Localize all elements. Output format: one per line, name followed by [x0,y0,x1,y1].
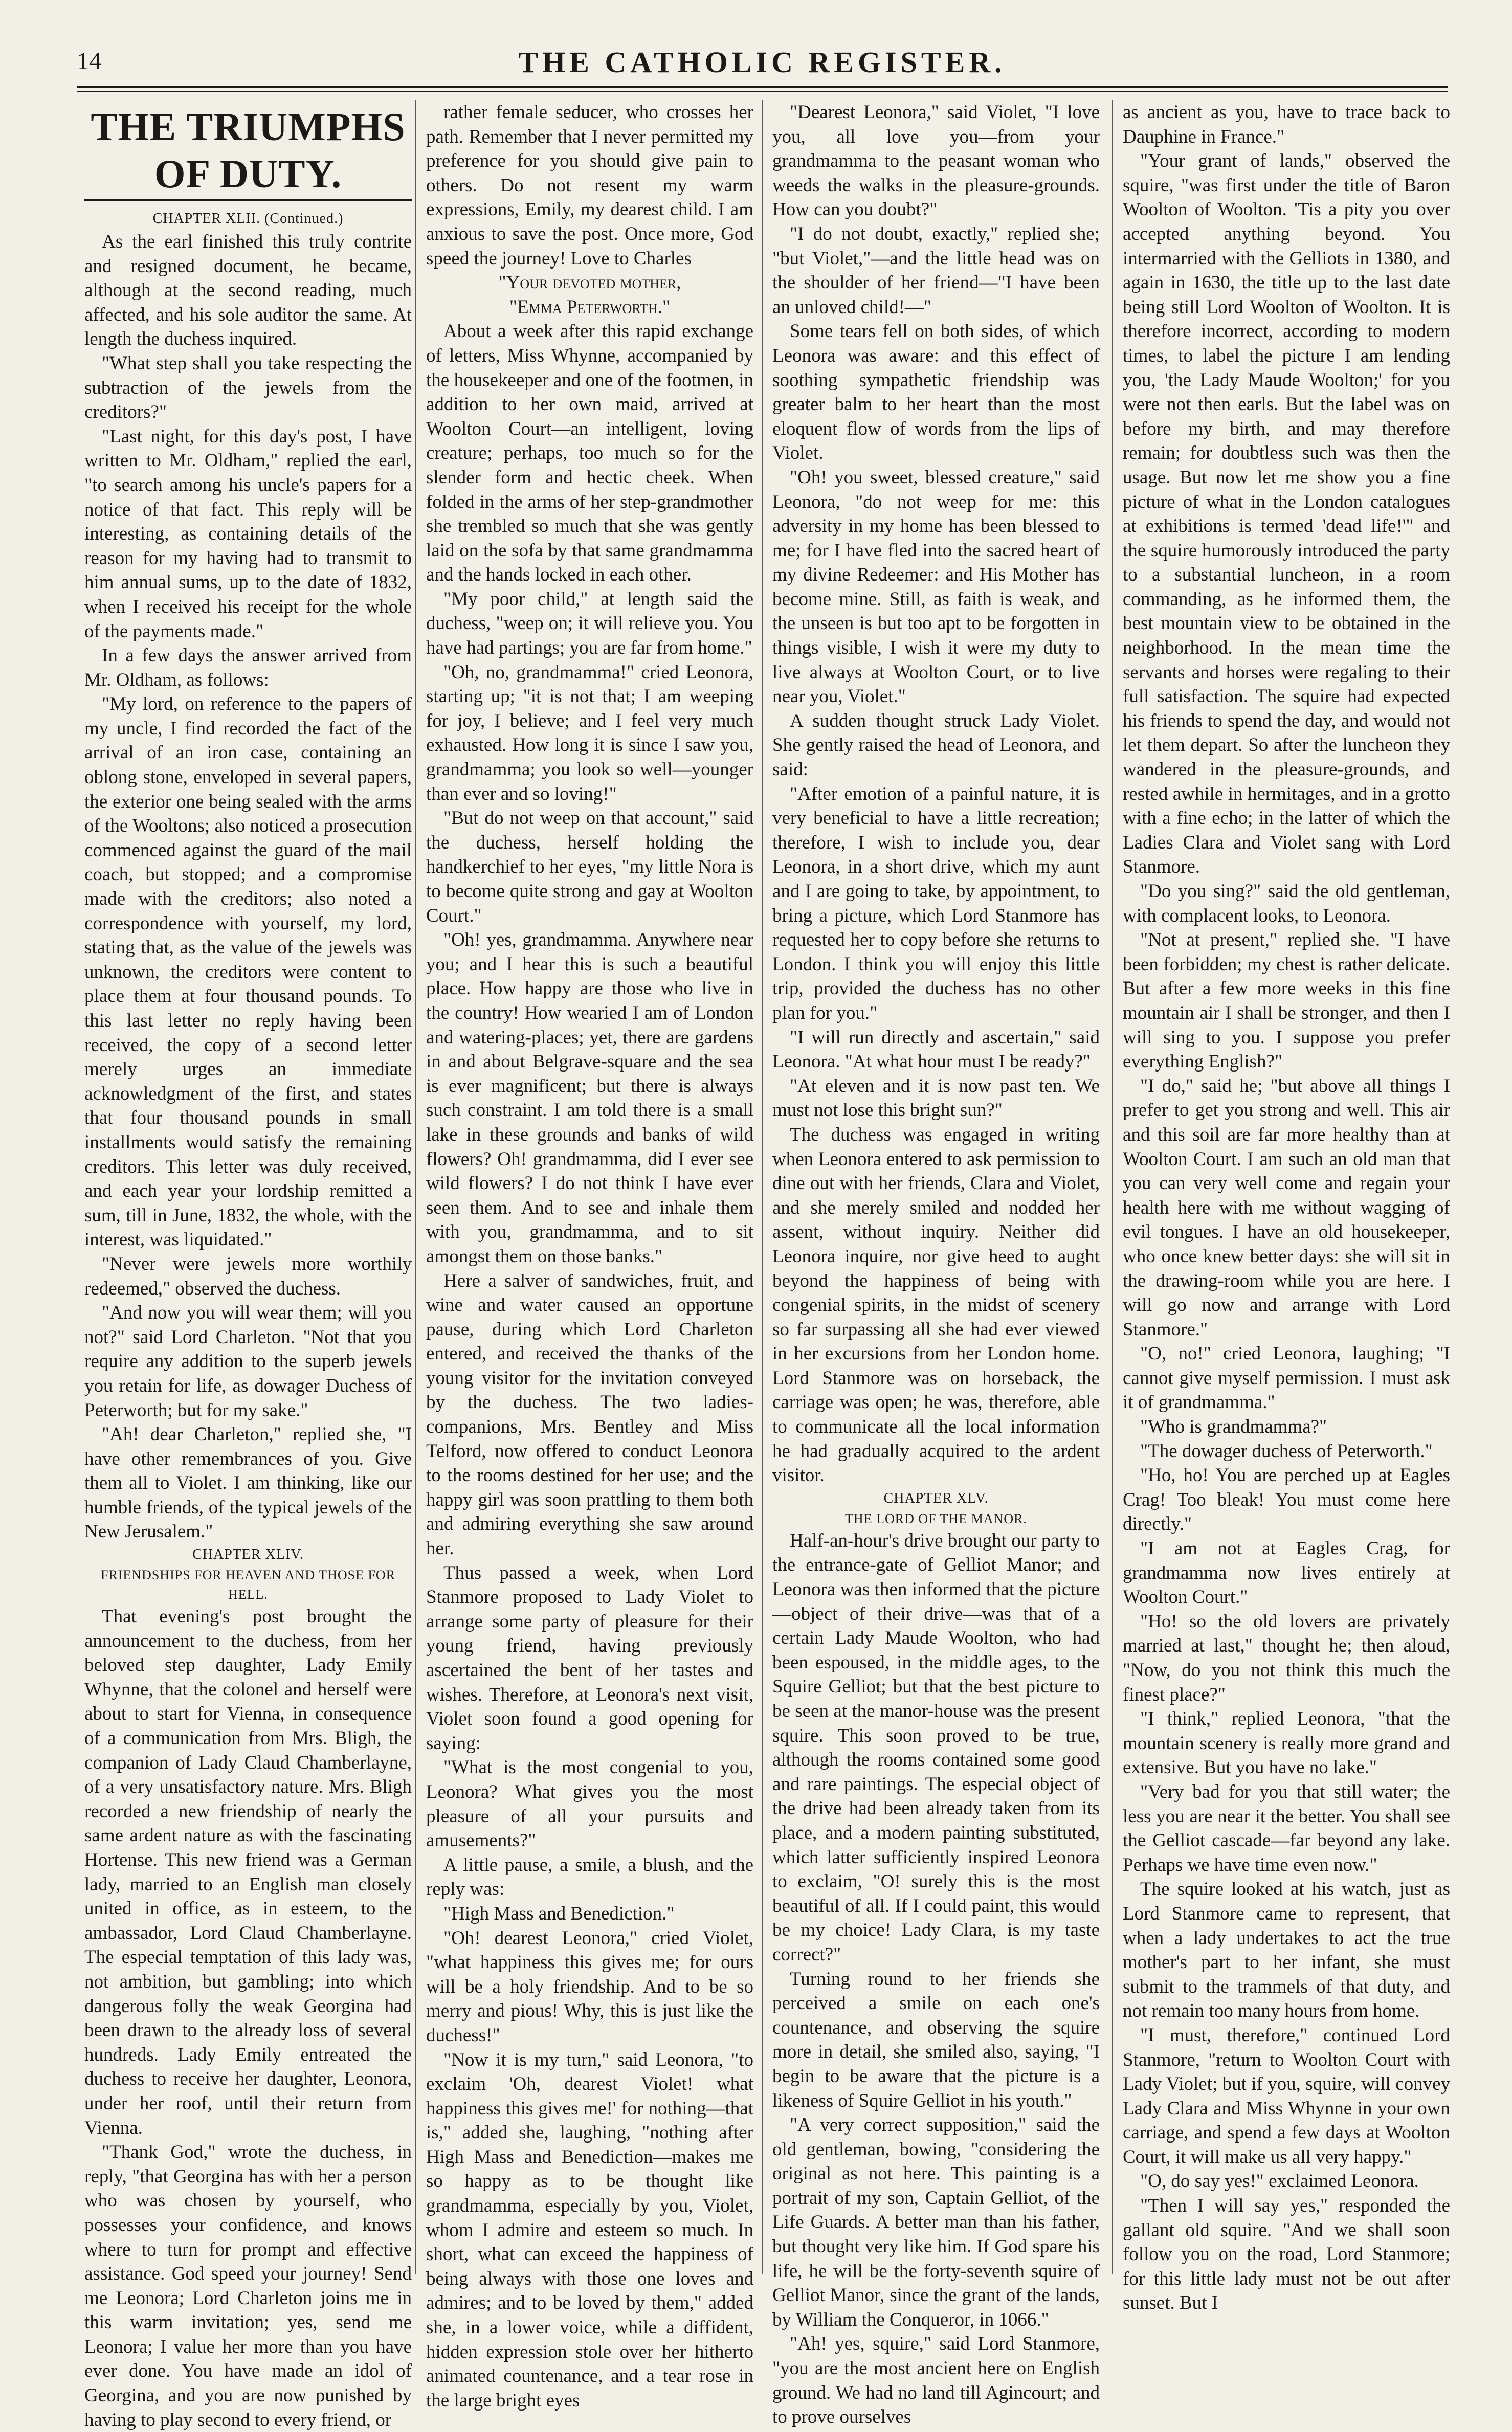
paragraph: "I do," said he; "but above all things I prefer to get you strong and well. This air and this soil are far more healthy than at Woolton Court. I am such an old man that you can very well come and regain your health here with me without wagging of evil tongues. I have an old housekeeper, who once knew better days: she will sit in the drawing-room while you are here. I will go now and arrange with Lord Stanmore." [1123,1075,1450,1340]
paragraph: "Oh! yes, grandmamma. Anywhere near you; and I hear this is such a beautiful place. How happy are those who live in the country! How wearied I am of London and watering-places; yet, there are gardens in and about Belgrave-square and the sea is ever magnificent; but there is always such constraint. I am told there is a small lake in these grounds and banks of wild flowers? Oh! grandmamma, did I ever see wild flowers? I do not think I have ever seen them. And to see and inhale them with you, grandmamma, and to sit amongst them on those banks." [426,929,753,1267]
chapter-subtitle: FRIENDSHIPS FOR HEAVEN AND THOSE FOR HELL. [100,1568,396,1602]
paragraph: A sudden thought struck Lady Violet. She gently raised the head of Leonora, and said: [772,710,1100,780]
paragraph: Here a salver of sandwiches, fruit, and wine and water caused an opportune pause, during which Lord Charleton entered, and received the thanks of the young visitor for the invitation conveyed by the duchess. The two ladies-companions, Mrs. Bentley and Miss Telford, now offered to conduct Leonora to the rooms destined for her use; and the happy girl was soon prattling to them both and admiring everything she saw around her. [426,1270,753,1559]
paragraph: "Your grant of lands," observed the squire, "was first under the title of Baron Woolton of Woolton. 'Tis a pity you over accepted anything beyond. You intermarried with the Gelliots in 1380, and again in 1630, the title up to the last date being still Lord Woolton of Woolton. It is therefore incorrect, according to modern times, to label the picture I am lending you, 'the Lady Maude Woolton;' for you were not then earls. But the label was on before my birth, and may therefore remain; for doubtless such was then the usage. But now let me show you a fine picture of what in the London catalogues at exhibitions is termed 'dead life!'" and the squire humorously introduced the party to a substantial luncheon, in a room commanding, as he informed them, the best mountain view to be obtained in the neighborhood. In the mean time the servants and horses were regaling to their full satisfaction. The squire had expected his friends to spend the day, and would not let them depart. So after the luncheon they wandered in the pleasure-grounds, and rested awhile in hermitages, and in a grotto with a fine echo; in the latter of which the Ladies Clara and Violet sang with Lord Stanmore. [1123,150,1450,878]
paragraph: "Oh! you sweet, blessed creature," said Leonora, "do not weep for me: this adversity in my home has been blessed to me; for I have fled into the sacred heart of my divine Redeemer: and His Mother has become mine. Still, as faith is weak, and the unseen is but too apt to be forgotten in things visible, I wish it were my duty to live always at Woolton Court, or to live near you, Violet." [772,466,1100,707]
paragraph: rather female seducer, who crosses her path. Remember that I never permitted my preference for you should give pain to others. Do not resent my warm expressions, Emily, my dearest child. I am anxious to save the post. Once more, God speed the journey! Love to Charles [426,102,753,269]
story-title: THE TRIUMPHS OF DUTY. [84,103,412,201]
column-1 [84,100,412,2430]
paragraph: "Never were jewels more worthily redeemed," observed the duchess. [84,1253,412,1299]
paragraph: About a week after this rapid exchange of letters, Miss Whynne, accompanied by the housekeeper and one of the footmen, in addition to her own maid, arrived at Woolton Court—an intelligent, loving creature; perhaps, too much so for the slender form and hectic cheek. When folded in the arms of her step-grandmother she trembled so much that she was gently laid on the sofa by that same grandmamma and the hands locked in each other. [426,321,753,586]
letter-closing: "Your devoted mother, [498,272,681,294]
paragraph: "Now it is my turn," said Leonora, "to exclaim 'Oh, dearest Violet! what happiness this gives me!' for nothing—that is," added she, laughing, "nothing after High Mass and Benediction—makes me so happy as to be thought like grandmamma, especially by you, Violet, whom I admire and esteem so much. In short, what can exceed the happiness of being always with those one loves and admires; and to be loved by them," added she, in a lower voice, while a diffident, hidden expression stole over her hitherto animated countenance, and a tear rose in the large bright eyes [426,2049,753,2411]
paragraph: "I must, therefore," continued Lord Stanmore, "return to Woolton Court with Lady Violet; but if you, squire, will convey Lady Clara and Miss Whynne in your own carriage, and spend a few days at Woolton Court, it will make us all very happy." [1123,2024,1450,2168]
paragraph: "O, do say yes!" exclaimed Leonora. [1140,2171,1419,2192]
column-divider [762,100,763,2274]
chapter-heading: CHAPTER XLV. [883,1490,989,1506]
paragraph: "And now you will wear them; will you not?" said Lord Charleton. "Not that you require any addition to the superb jewels you retain for life, as dowager Duchess of Peterworth; but for my sake." [84,1302,412,1421]
paragraph: "I will run directly and ascertain," said Leonora. "At what hour must I be ready?" [772,1027,1100,1073]
column-3 [772,100,1100,2428]
chapter-heading: CHAPTER XLIV. [192,1547,304,1563]
column-2 [426,100,753,2411]
paragraph: The duchess was engaged in writing when Leonora entered to ask permission to dine out with her friends, Clara and Violet, and she merely smiled and nodded her assent, without inquiry. Neither did Leonora inquire, nor give heed to aught beyond the happiness of being with congenial spirits, in the midst of scenery so far surpassing all she had ever viewed in her excursions from her London home. Lord Stanmore was on horseback, the carriage was open; he was, therefore, able to communicate all the local information he had gradually acquired to the ardent visitor. [772,1124,1100,1486]
paragraph: As the earl finished this truly contrite and resigned document, he became, although at the second reading, much affected, and his sole auditor the same. At length the duchess inquired. [84,231,412,350]
paragraph: "I do not doubt, exactly," replied she; "but Violet,"—and the little head was on the shoulder of her friend—"I have been an unloved child!—" [772,223,1100,318]
paragraph: "My lord, on reference to the papers of my uncle, I find recorded the fact of the arrival of an iron case, containing an oblong stone, enveloped in several papers, the exterior one being sealed with the arms of the Wooltons; also noticed a prosecution commenced against the guard of the mail coach, but stopped; and a compromise made with the creditors; also noted a correspondence with yourself, my lord, stating that, as the value of the jewels was unknown, the creditors were content to place them at four thousand pounds. To this last letter no reply having been received, the copy of a second letter merely urges an immediate acknowledgment of the first, and states that four thousand pounds in small installments would satisfy the remaining creditors. This letter was duly received, and each year your lordship remitted a sum, till in June, 1832, the whole, with the interest, was liquidated." [84,694,412,1251]
paragraph: "The dowager duchess of Peterworth." [1140,1440,1433,1462]
paragraph: "What step shall you take respecting the subtraction of the jewels from the creditors?" [84,352,412,423]
paragraph: "Thank God," wrote the duchess, in reply, "that Georgina has with her a person who was chosen by yourself, who possesses your confidence, and knows where to turn for prompt and effective assistance. God speed your journey! Send me Leonora; Lord Charleton joins me in this warm invitation; yes, send me Leonora; I value her more than you have ever done. You have made an idol of Georgina, and you are now punished by having to play second to every friend, or [84,2141,412,2430]
paragraph: "Who is grandmamma?" [1140,1416,1327,1438]
header-rule [77,91,1448,92]
paragraph: "What is the most congenial to you, Leonora? What gives you the most pleasure of all your pursuits and amusements?" [426,1757,753,1851]
paragraph: "Oh, no, grandmamma!" cried Leonora, starting up; "it is not that; I am weeping for joy, I believe; and I feel very much exhausted. How long it is since I saw you, grandmamma; you look so well—younger than ever and so loving!" [426,661,753,805]
paragraph: as ancient as you, have to trace back to Dauphine in France." [1123,102,1450,147]
page-number: 14 [77,48,101,75]
paragraph: "Not at present," replied she. "I have been forbidden; my chest is rather delicate. But after a few more weeks in this fine mountain air I shall be stronger, and then I will sing to you. I suppose you prefer everything English?" [1123,929,1450,1073]
paragraph: That evening's post brought the announcement to the duchess, from her beloved step daughter, Lady Emily Whynne, that the colonel and herself were about to start for Vienna, in consequence of a communication from Mrs. Bligh, the companion of Lady Claud Chamberlayne, of a very unsatisfactory nature. Mrs. Bligh recorded a new friendship of nearly the same ardent nature as with the fascinating Hortense. This new friend was a German lady, married to an English man closely united in office, as in esteem, to the ambassador, Lord Claud Chamberlayne. The especial temptation of this lady was, not ambition, but gambling; into which dangerous folly the weak Georgina had been drawn to the already loss of several hundreds. Lady Emily entreated the duchess to receive her daughter, Leonora, under her roof, until their return from Vienna. [84,1606,412,2138]
paper-title: THE CATHOLIC REGISTER. [518,46,1006,79]
paragraph: "Very bad for you that still water; the less you are near it the better. You shall see the Gelliot cascade—far beyond any lake. Perhaps we have time even now." [1123,1781,1450,1876]
paragraph: Half-an-hour's drive brought our party to the entrance-gate of Gelliot Manor; and Leonora was then informed that the picture—object of their drive—was that of a certain Lady Maude Woolton, who had been espoused, in the middle ages, to the Squire Gelliot; but that the best picture to be seen at the manor-house was the present squire. This soon proved to be true, although the rooms contained some good and rare paintings. The especial object of the drive had been already taken from its place, and a modern painting substituted, which latter sufficiently inspired Leonora to exclaim, "O! surely this is the most beautiful of all. If I could paint, this would be my choice! Lady Clara, is my taste correct?" [772,1530,1100,1965]
paragraph: "My poor child," at length said the duchess, "weep on; it will relieve you. You have had partings; you are far from home." [426,588,753,659]
paragraph: "After emotion of a painful nature, it is very beneficial to have a little recreation; therefore, I wish to include you, dear Leonora, in a short drive, which my aunt and I are going to take, by appointment, to bring a picture, which Lord Stanmore has requested her to copy before she returns to London. I think you will enjoy this little trip, provided the duchess has no other plan for you." [772,783,1100,1023]
paragraph: In a few days the answer arrived from Mr. Oldham, as follows: [84,645,412,690]
paragraph: "Ah! yes, squire," said Lord Stanmore, "you are the most ancient here on English ground. We had no land till Agincourt; and to prove ourselves [772,2333,1100,2428]
paragraph: Thus passed a week, when Lord Stanmore proposed to Lady Violet to arrange some party of pleasure for their young friend, having previously ascertained the bent of her tastes and wishes. Therefore, at Leonora's next visit, Violet soon found a good opening for saying: [426,1562,753,1754]
paragraph: "Oh! dearest Leonora," cried Violet, "what happiness this gives me; for ours will be a holy friendship. And to be so merry and pious! Why, this is just like the duchess!" [426,1927,753,2046]
paragraph: "Dearest Leonora," said Violet, "I love you, all love you—from your grandmamma to the peasant woman who weeds the walks in the pleasure-grounds. How can you doubt?" [772,102,1100,220]
column-divider [1112,100,1113,2274]
paragraph: "O, no!" cried Leonora, laughing; "I cannot give myself permission. I must ask it of grandmamma." [1123,1343,1450,1413]
paragraph: "Ah! dear Charleton," replied she, "I have other remembrances of you. Give them all to Violet. I am thinking, like our humble friends, of the typical jewels of the New Jerusalem." [84,1424,412,1543]
paragraph: "Ho, ho! You are perched up at Eagles Crag! Too bleak! You must come here directly." [1123,1465,1450,1535]
paragraph: "A very correct supposition," said the old gentleman, bowing, "considering the original as not here. This painting is a portrait of my son, Captain Gelliot, of the Life Guards. A better man than his father, but thought very like him. If God spare his life, he will be the forty-seventh squire of Gelliot Manor, since the grant of the lands, by William the Conqueror, in 1066." [772,2114,1100,2330]
paragraph: Some tears fell on both sides, of which Leonora was aware: and this effect of soothing sympathetic friendship was greater balm to her heart than the most eloquent flow of words from the lips of Violet. [772,321,1100,464]
paragraph: "But do not weep on that account," said the duchess, herself holding the handkerchief to her eyes, "my little Nora is to become quite strong and gay at Woolton Court." [426,808,753,926]
paragraph: Turning round to her friends she perceived a smile on each one's countenance, and observing the squire more in detail, she smiled also, saying, "I begin to be aware that the picture is a likeness of Squire Gelliot in his youth." [772,1968,1100,2111]
paragraph: "Then I will say yes," responded the gallant old squire. "And we shall soon follow you on the road, Lord Stanmore; for this little lady must not be out after sunset. But I [1123,2195,1450,2314]
masthead [77,45,1448,88]
column-4 [1123,100,1450,2314]
paragraph: "Ho! so the old lovers are privately married at last," thought he; then aloud, "Now, do you not think this much the finest place?" [1123,1611,1450,1705]
paragraph: The squire looked at his watch, just as Lord Stanmore came to represent, that when a lady undertakes to act the true mother's part to her infant, she must submit to the trammels of that duty, and not remain too many hours from home. [1123,1879,1450,2022]
chapter-subtitle: THE LORD OF THE MANOR. [845,1511,1027,1526]
paragraph: "At eleven and it is now past ten. We must not lose this bright sun?" [772,1075,1100,1121]
paragraph: "I am not at Eagles Crag, for grandmamma now lives entirely at Woolton Court." [1123,1538,1450,1608]
paragraph: A little pause, a smile, a blush, and the reply was: [426,1854,753,1900]
column-divider [415,100,416,2274]
letter-signature: "Emma Peterworth." [509,296,671,318]
paragraph: "Last night, for this day's post, I have written to Mr. Oldham," replied the earl, "to search among his uncle's papers for a notice of that fact. This reply will be interesting, as containing details of the reason for my having had to transmit to him annual sums, up to the date of 1832, when I received his receipt for the whole of the payments made." [84,426,412,642]
paragraph: "Do you sing?" said the old gentleman, with complacent looks, to Leonora. [1123,881,1450,926]
chapter-heading: CHAPTER XLII. (Continued.) [152,211,344,227]
paragraph: "I think," replied Leonora, "that the mountain scenery is really more grand and extensive. But you have no lake." [1123,1708,1450,1778]
paragraph: "High Mass and Benediction." [443,1903,675,1924]
